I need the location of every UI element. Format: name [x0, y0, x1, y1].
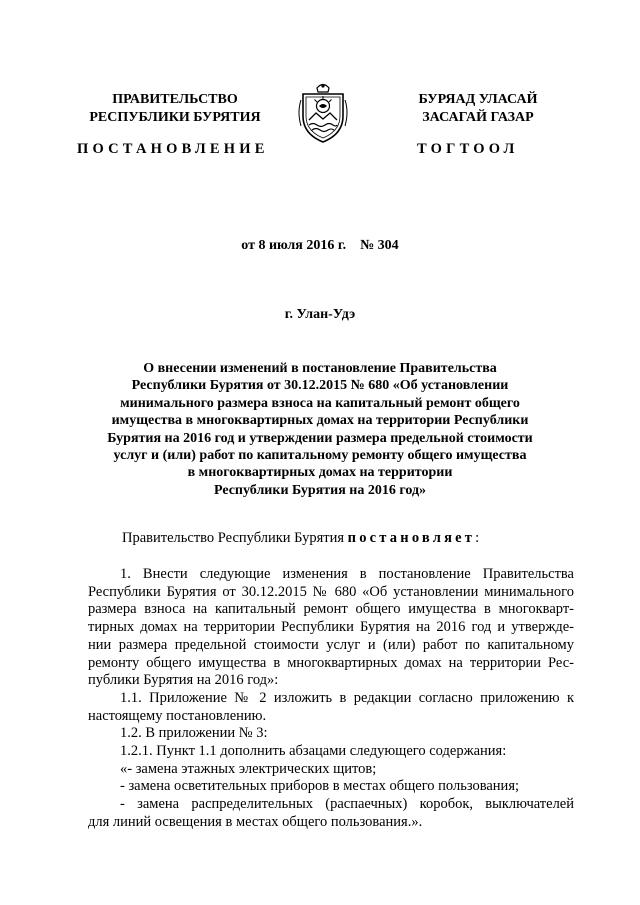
paragraph-line: нии размера предельной стоимости услуг и (или) работ по капитальному [88, 636, 574, 653]
paragraph-line: 1.1. Приложение № 2 изложить в редакции согласно приложению к [120, 689, 574, 706]
header-right-line1: БУРЯАД УЛАСАЙ [418, 92, 538, 107]
header-right-line2: ЗАСАГАЙ ГАЗАР [422, 110, 534, 125]
paragraph-1 [88, 566, 574, 690]
paragraph-line: 1. Внести следующие изменения в постановление Правительства [120, 566, 574, 582]
paragraph-line: для линий освещения в местах общего пользования.». [88, 813, 423, 830]
title-line: Бурятия на 2016 год и утверждении размера предельной стоимости [107, 430, 533, 446]
paragraph-6: - замена осветительных приборов в местах общего пользования; [120, 778, 520, 795]
preamble-text: Правительство Республики Бурятия [122, 530, 348, 546]
header-left-line1: ПРАВИТЕЛЬСТВО [112, 92, 238, 107]
title-line: О внесении изменений в постановление Правительства [143, 361, 497, 376]
title-line: Республики Бурятия на 2016 год» [213, 482, 427, 498]
header-left-line2: РЕСПУБЛИКИ БУРЯТИЯ [89, 110, 261, 125]
header-left-authority [75, 91, 275, 127]
document-body [88, 566, 574, 832]
preamble-emphasis: постановляет [347, 530, 476, 546]
title-line: имущества в многоквартирных домах на территории Республики [111, 413, 529, 429]
paragraph-line: ремонту общего имущества в многоквартирных домах на территории Рес- [88, 654, 574, 671]
paragraph-5: «- замена этажных электрических щитов; [120, 760, 377, 777]
paragraph-4: 1.2.1. Пункт 1.1 дополнить абзацами следующего содержания: [120, 743, 507, 760]
paragraph-line: Республики Бурятия от 30.12.2015 № 680 «Об установлении минимального [88, 583, 574, 600]
title-line: в многоквартирных домах на территории [187, 465, 453, 481]
header-right-authority [378, 91, 578, 127]
paragraph-2 [88, 690, 574, 725]
preamble [122, 530, 479, 547]
preamble-tail: : [475, 530, 480, 546]
document-kind-buryat: ТОГТООЛ [417, 141, 519, 157]
paragraph-line: тирных домах на территории Республики Бурятия на 2016 год и утвержде- [88, 619, 574, 636]
date-and-number: от 8 июля 2016 г. № 304 [241, 238, 399, 253]
title-line: Республики Бурятия от 30.12.2015 № 680 «Об установлении [131, 378, 509, 394]
paragraph-3: 1.2. В приложении № 3: [120, 725, 268, 742]
paragraph-7 [88, 796, 574, 831]
city-line: г. Улан-Удэ [284, 307, 356, 322]
paragraph-line: настоящему постановлению. [88, 707, 267, 724]
document-title [95, 360, 545, 499]
paragraph-line: публики Бурятия на 2016 год»: [88, 672, 279, 689]
paragraph-line: - замена распределительных (распаечных) коробок, выключателей [120, 796, 574, 813]
title-line: минимального размера взноса на капитальный ремонт общего [120, 395, 520, 411]
title-line: услуг и (или) работ по капитальному ремонту общего имущества [113, 448, 527, 464]
document-kind-russian: ПОСТАНОВЛЕНИЕ [77, 141, 269, 157]
coat-of-arms-buryatia-icon [295, 82, 351, 146]
paragraph-line: размера взноса на капитальный ремонт общего имущества в многокварт- [88, 601, 574, 618]
